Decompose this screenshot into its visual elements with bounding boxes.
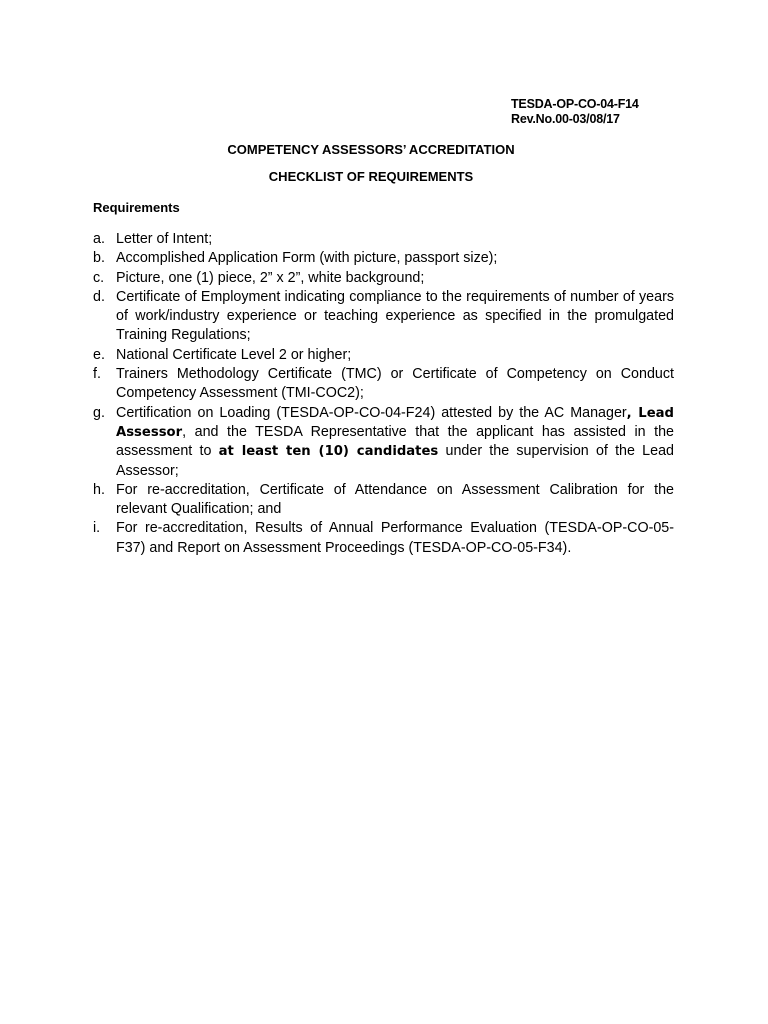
form-code: TESDA-OP-CO-04-F14 (511, 97, 639, 111)
requirements-heading: Requirements (93, 200, 180, 215)
requirement-item (93, 346, 674, 365)
requirement-item (93, 365, 674, 404)
requirement-marker: h. (93, 481, 105, 498)
requirement-text (116, 347, 351, 363)
revision-number: Rev.No.00-03/08/17 (511, 112, 620, 126)
requirement-item (93, 481, 674, 520)
requirement-marker: i. (93, 520, 101, 537)
requirement-text-run: Certification on Loading (TESDA-OP-CO-04-F24) attested by the AC Manager (116, 404, 627, 421)
requirement-text (116, 405, 674, 479)
requirement-emphasis: , Lead Assessor (116, 405, 674, 440)
requirement-text (116, 250, 497, 266)
requirement-item (93, 404, 674, 481)
requirement-marker: g. (93, 404, 105, 421)
requirement-text (116, 231, 212, 247)
requirement-text-run: Letter of Intent; (116, 231, 213, 247)
requirement-marker: a. (93, 231, 105, 247)
requirement-marker: e. (93, 346, 105, 363)
requirement-marker: d. (93, 288, 105, 305)
document-title: COMPETENCY ASSESSORS’ ACCREDITATION (227, 142, 515, 157)
requirement-text-run: under the supervision of the Lead Assessor; (116, 443, 674, 479)
requirement-emphasis: at least ten (10) candidates (218, 444, 439, 460)
requirement-text (116, 482, 674, 517)
document-subtitle: CHECKLIST OF REQUIREMENTS (268, 169, 474, 184)
requirement-text (116, 270, 424, 286)
requirement-text-run: National Certificate Level 2 or higher; (116, 346, 352, 363)
requirement-text (116, 520, 674, 555)
requirement-text-run: For re-accreditation, Results of Annual Performance Evaluation (TESDA-OP-CO-05-F37) and Report on Assessment Proceedings (TESDA-OP-CO-05-F34). (116, 520, 674, 556)
requirements-list (93, 230, 674, 558)
requirement-marker: f. (93, 366, 101, 383)
requirement-text-run: For re-accreditation, Certificate of Attendance on Assessment Calibration for the relevant Qualification; and (116, 481, 674, 518)
requirement-item (93, 519, 674, 558)
requirement-text (116, 289, 674, 344)
requirement-item (93, 230, 674, 249)
requirement-text-run: Picture, one (1) piece, 2” x 2”, white background; (116, 269, 425, 286)
requirement-marker: c. (93, 269, 105, 286)
requirement-item (93, 269, 674, 288)
requirement-item (93, 249, 674, 268)
document-code-block (511, 97, 639, 127)
requirement-text-run: , and the TESDA Representative that the applicant has assisted in the assessment to (116, 423, 674, 460)
requirement-text-run: Trainers Methodology Certificate (TMC) or Certificate of Competency on Conduct Competency Assessment (TMI-COC2); (116, 366, 674, 402)
requirement-text-run: Certificate of Employment indicating compliance to the requirements of number of years of work/industry experience or teaching experience as specified in the promulgated Training Regulations; (116, 288, 674, 344)
requirement-marker: b. (93, 250, 105, 267)
requirement-text (116, 366, 674, 401)
requirement-item (93, 288, 674, 346)
requirement-text-run: Accomplished Application Form (with picture, passport size); (116, 250, 498, 267)
